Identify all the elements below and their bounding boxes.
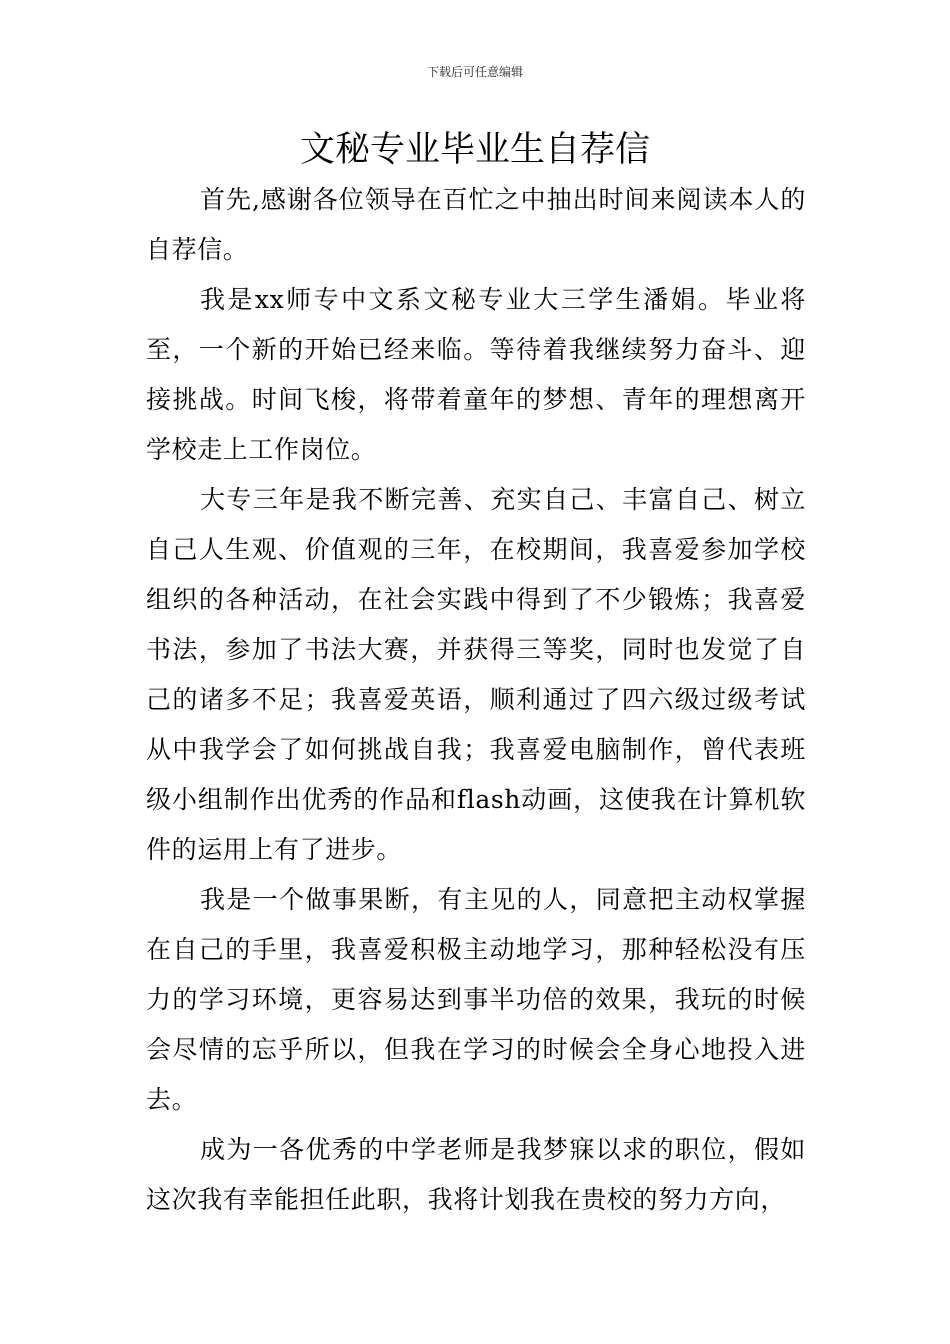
paragraph-2: 我是xx师专中文系文秘专业大三学生潘娟。毕业将至，一个新的开始已经来临。等待着我继续努力奋斗、迎接挑战。时间飞梭，将带着童年的梦想、青年的理想离开学校走上工作岗位。 — [146, 285, 806, 464]
paragraph-1: 首先,感谢各位领导在百忙之中抽出时间来阅读本人的自荐信。 — [146, 185, 806, 264]
document-body — [146, 175, 806, 1225]
page-header-note: 下载后可任意编辑 — [426, 65, 523, 79]
paragraph-3: 大专三年是我不断完善、充实自己、丰富自己、树立自己人生观、价值观的三年，在校期间，我喜爱参加学校组织的各种活动，在社会实践中得到了不少锻炼；我喜爱书法，参加了书法大赛，并获得三等奖，同时也发觉了自己的诸多不足；我喜爱英语，顺利通过了四六级过级考试从中我学会了如何挑战自我；我喜爱电脑制作，曾代表班级小组制作出优秀的作品和flash动画，这使我在计算机软件的运用上有了进步。 — [146, 485, 806, 864]
paragraph-4: 我是一个做事果断，有主见的人，同意把主动权掌握在自己的手里，我喜爱积极主动地学习，那种轻松没有压力的学习环境，更容易达到事半功倍的效果，我玩的时候会尽情的忘乎所以，但我在学习的时候会全身心地投入进去。 — [146, 885, 806, 1114]
document-title: 文秘专业毕业生自荐信 — [299, 130, 650, 170]
paragraph-5: 成为一各优秀的中学老师是我梦寐以求的职位，假如这次我有幸能担任此职，我将计划我在贵校的努力方向， — [146, 1135, 806, 1214]
